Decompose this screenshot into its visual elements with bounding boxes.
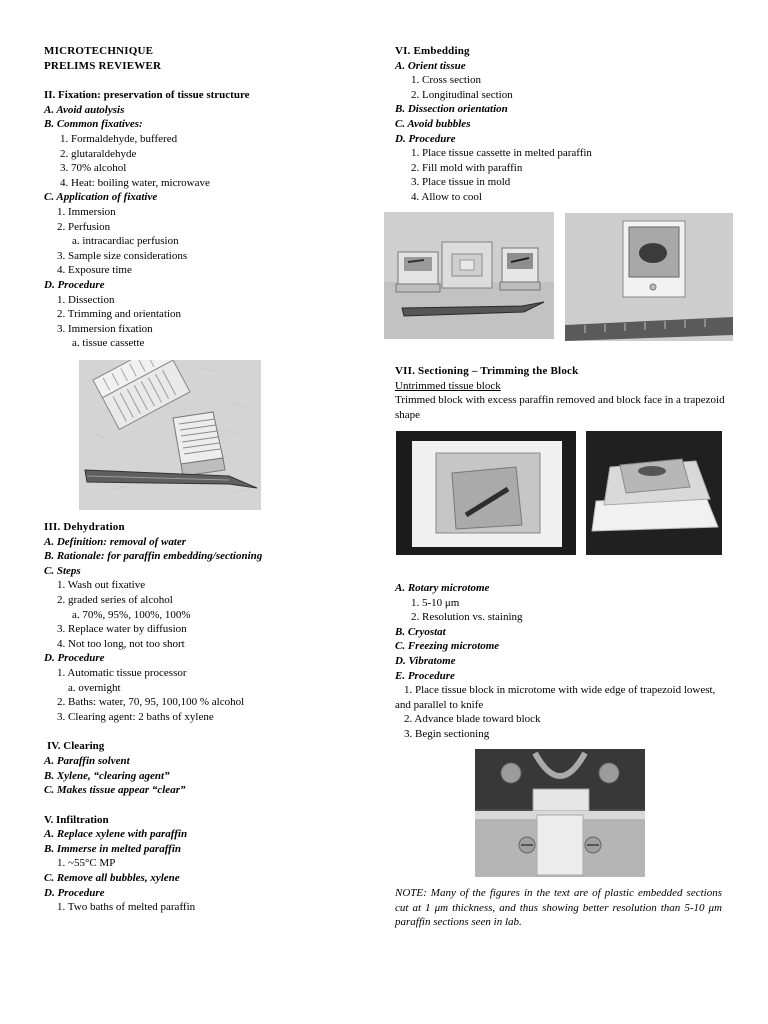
dehydration-heading: III. Dehydration bbox=[44, 521, 125, 533]
fixation-heading: II. Fixation: preservation of tissue structure bbox=[44, 89, 250, 102]
list-item: 3. 70% alcohol bbox=[60, 162, 127, 175]
infiltration-d: D. Procedure bbox=[44, 886, 105, 899]
infiltration-heading: V. Infiltration bbox=[44, 813, 109, 826]
list-item: 3. Begin sectioning bbox=[404, 727, 490, 740]
clearing-a: A. Paraffin solvent bbox=[44, 754, 130, 767]
note-text: NOTE: Many of the figures in the text are of plastic embedded sections cut at 1 μm thickness, and thus showing better resolution than 5-10 μm paraffin sections seen in lab. bbox=[395, 887, 722, 929]
sectioning-d: D. Vibratome bbox=[395, 654, 456, 667]
list-item: 3. Sample size considerations bbox=[57, 249, 188, 262]
dehydration-c: C. Steps bbox=[44, 564, 81, 577]
doc-title-line2: PRELIMS REVIEWER bbox=[44, 59, 162, 72]
list-item: a. intracardiac perfusion bbox=[72, 235, 179, 248]
right-column bbox=[395, 44, 730, 205]
list-item: 1. Wash out fixative bbox=[57, 579, 146, 592]
list-item: 4. Heat: boiling water, microwave bbox=[60, 176, 210, 189]
fixation-c: C. Application of fixative bbox=[44, 191, 158, 204]
list-item: 3. Place tissue in mold bbox=[411, 176, 511, 189]
dehydration-d: D. Procedure bbox=[44, 652, 105, 665]
clearing-c: C. Makes tissue appear “clear” bbox=[44, 784, 186, 797]
list-item: 1. Automatic tissue processor bbox=[57, 666, 187, 679]
list-item: 2. Longitudinal section bbox=[411, 88, 513, 101]
list-item: a. overnight bbox=[68, 681, 121, 694]
embedding-heading: VI. Embedding bbox=[395, 45, 470, 57]
tissue-cassette-photo bbox=[79, 360, 261, 510]
list-item: a. 70%, 95%, 100%, 100% bbox=[72, 608, 191, 621]
fixation-a: A. Avoid autolysis bbox=[44, 103, 125, 116]
clearing-b: B. Xylene, “clearing agent” bbox=[44, 769, 170, 782]
list-item: 1. Immersion bbox=[57, 205, 116, 218]
list-item: 1. Place tissue cassette in melted paraffin bbox=[411, 147, 592, 160]
list-item: 2. Trimming and orientation bbox=[57, 308, 182, 321]
embedded-block-photo bbox=[565, 213, 733, 341]
left-column-lower bbox=[44, 520, 374, 915]
trimmed-caption: Trimmed block with excess paraffin removed and block face in a trapezoid shape bbox=[395, 394, 725, 421]
list-item: 2. graded series of alcohol bbox=[57, 593, 173, 606]
list-item: 2. Advance blade toward block bbox=[404, 713, 541, 726]
list-item: 1. 5-10 μm bbox=[411, 596, 460, 609]
list-item: 3. Clearing agent: 2 baths of xylene bbox=[57, 710, 214, 723]
sectioning-a: A. Rotary microtome bbox=[395, 582, 490, 594]
embedding-c: C. Avoid bubbles bbox=[395, 117, 471, 130]
list-item: 1. Two baths of melted paraffin bbox=[57, 901, 196, 914]
embedding-b: B. Dissection orientation bbox=[395, 103, 508, 116]
infiltration-b: B. Immerse in melted paraffin bbox=[44, 842, 181, 855]
list-item: 3. Replace water by diffusion bbox=[57, 623, 187, 636]
microtome-list bbox=[395, 581, 730, 742]
clearing-heading: IV. Clearing bbox=[47, 740, 105, 753]
untrimmed-caption: Untrimmed tissue block bbox=[395, 379, 501, 392]
infiltration-a: A. Replace xylene with paraffin bbox=[44, 828, 188, 841]
list-item: 2. Resolution vs. staining bbox=[411, 611, 523, 624]
list-item: 2. Baths: water, 70, 95, 100,100 % alcohol bbox=[57, 696, 245, 709]
list-item: 2. Fill mold with paraffin bbox=[411, 161, 523, 174]
list-item: 1. Formaldehyde, buffered bbox=[60, 132, 178, 145]
list-item: 2. glutaraldehyde bbox=[60, 147, 137, 160]
infiltration-c: C. Remove all bubbles, xylene bbox=[44, 872, 180, 885]
list-item: 1. ~55°C MP bbox=[57, 857, 116, 870]
sectioning-e: E. Procedure bbox=[395, 669, 455, 682]
embedding-a: A. Orient tissue bbox=[395, 59, 466, 72]
left-column bbox=[44, 44, 374, 351]
embedding-d: D. Procedure bbox=[395, 132, 456, 145]
dehydration-b: B. Rationale: for paraffin embedding/sectioning bbox=[44, 550, 263, 563]
sectioning-b: B. Cryostat bbox=[395, 625, 446, 638]
doc-title-line1: MICROTECHNIQUE bbox=[44, 45, 154, 57]
sectioning-block bbox=[395, 364, 730, 422]
fixation-b: B. Common fixatives: bbox=[44, 118, 143, 131]
list-item: 1. Dissection bbox=[57, 293, 115, 306]
sectioning-c: C. Freezing microtome bbox=[395, 640, 500, 653]
list-item: 1. Place tissue block in microtome with wide edge of trapezoid lowest, and parallel to knife bbox=[395, 684, 716, 711]
microtome-photo bbox=[475, 749, 645, 877]
list-item: 3. Immersion fixation bbox=[57, 322, 153, 335]
list-item: 2. Perfusion bbox=[57, 220, 111, 233]
note-block bbox=[395, 886, 722, 930]
list-item: 1. Cross section bbox=[411, 74, 481, 87]
untrimmed-block-photo bbox=[396, 431, 576, 555]
list-item: 4. Not too long, not too short bbox=[57, 637, 185, 650]
list-item: 4. Allow to cool bbox=[411, 190, 482, 203]
embedding-molds-photo bbox=[384, 212, 554, 339]
list-item: a. tissue cassette bbox=[72, 337, 145, 350]
dehydration-a: A. Definition: removal of water bbox=[44, 535, 187, 548]
trimmed-block-photo bbox=[586, 431, 722, 555]
fixation-d: D. Procedure bbox=[44, 278, 105, 291]
sectioning-heading: VII. Sectioning – Trimming the Block bbox=[395, 365, 579, 377]
list-item: 4. Exposure time bbox=[57, 264, 132, 277]
